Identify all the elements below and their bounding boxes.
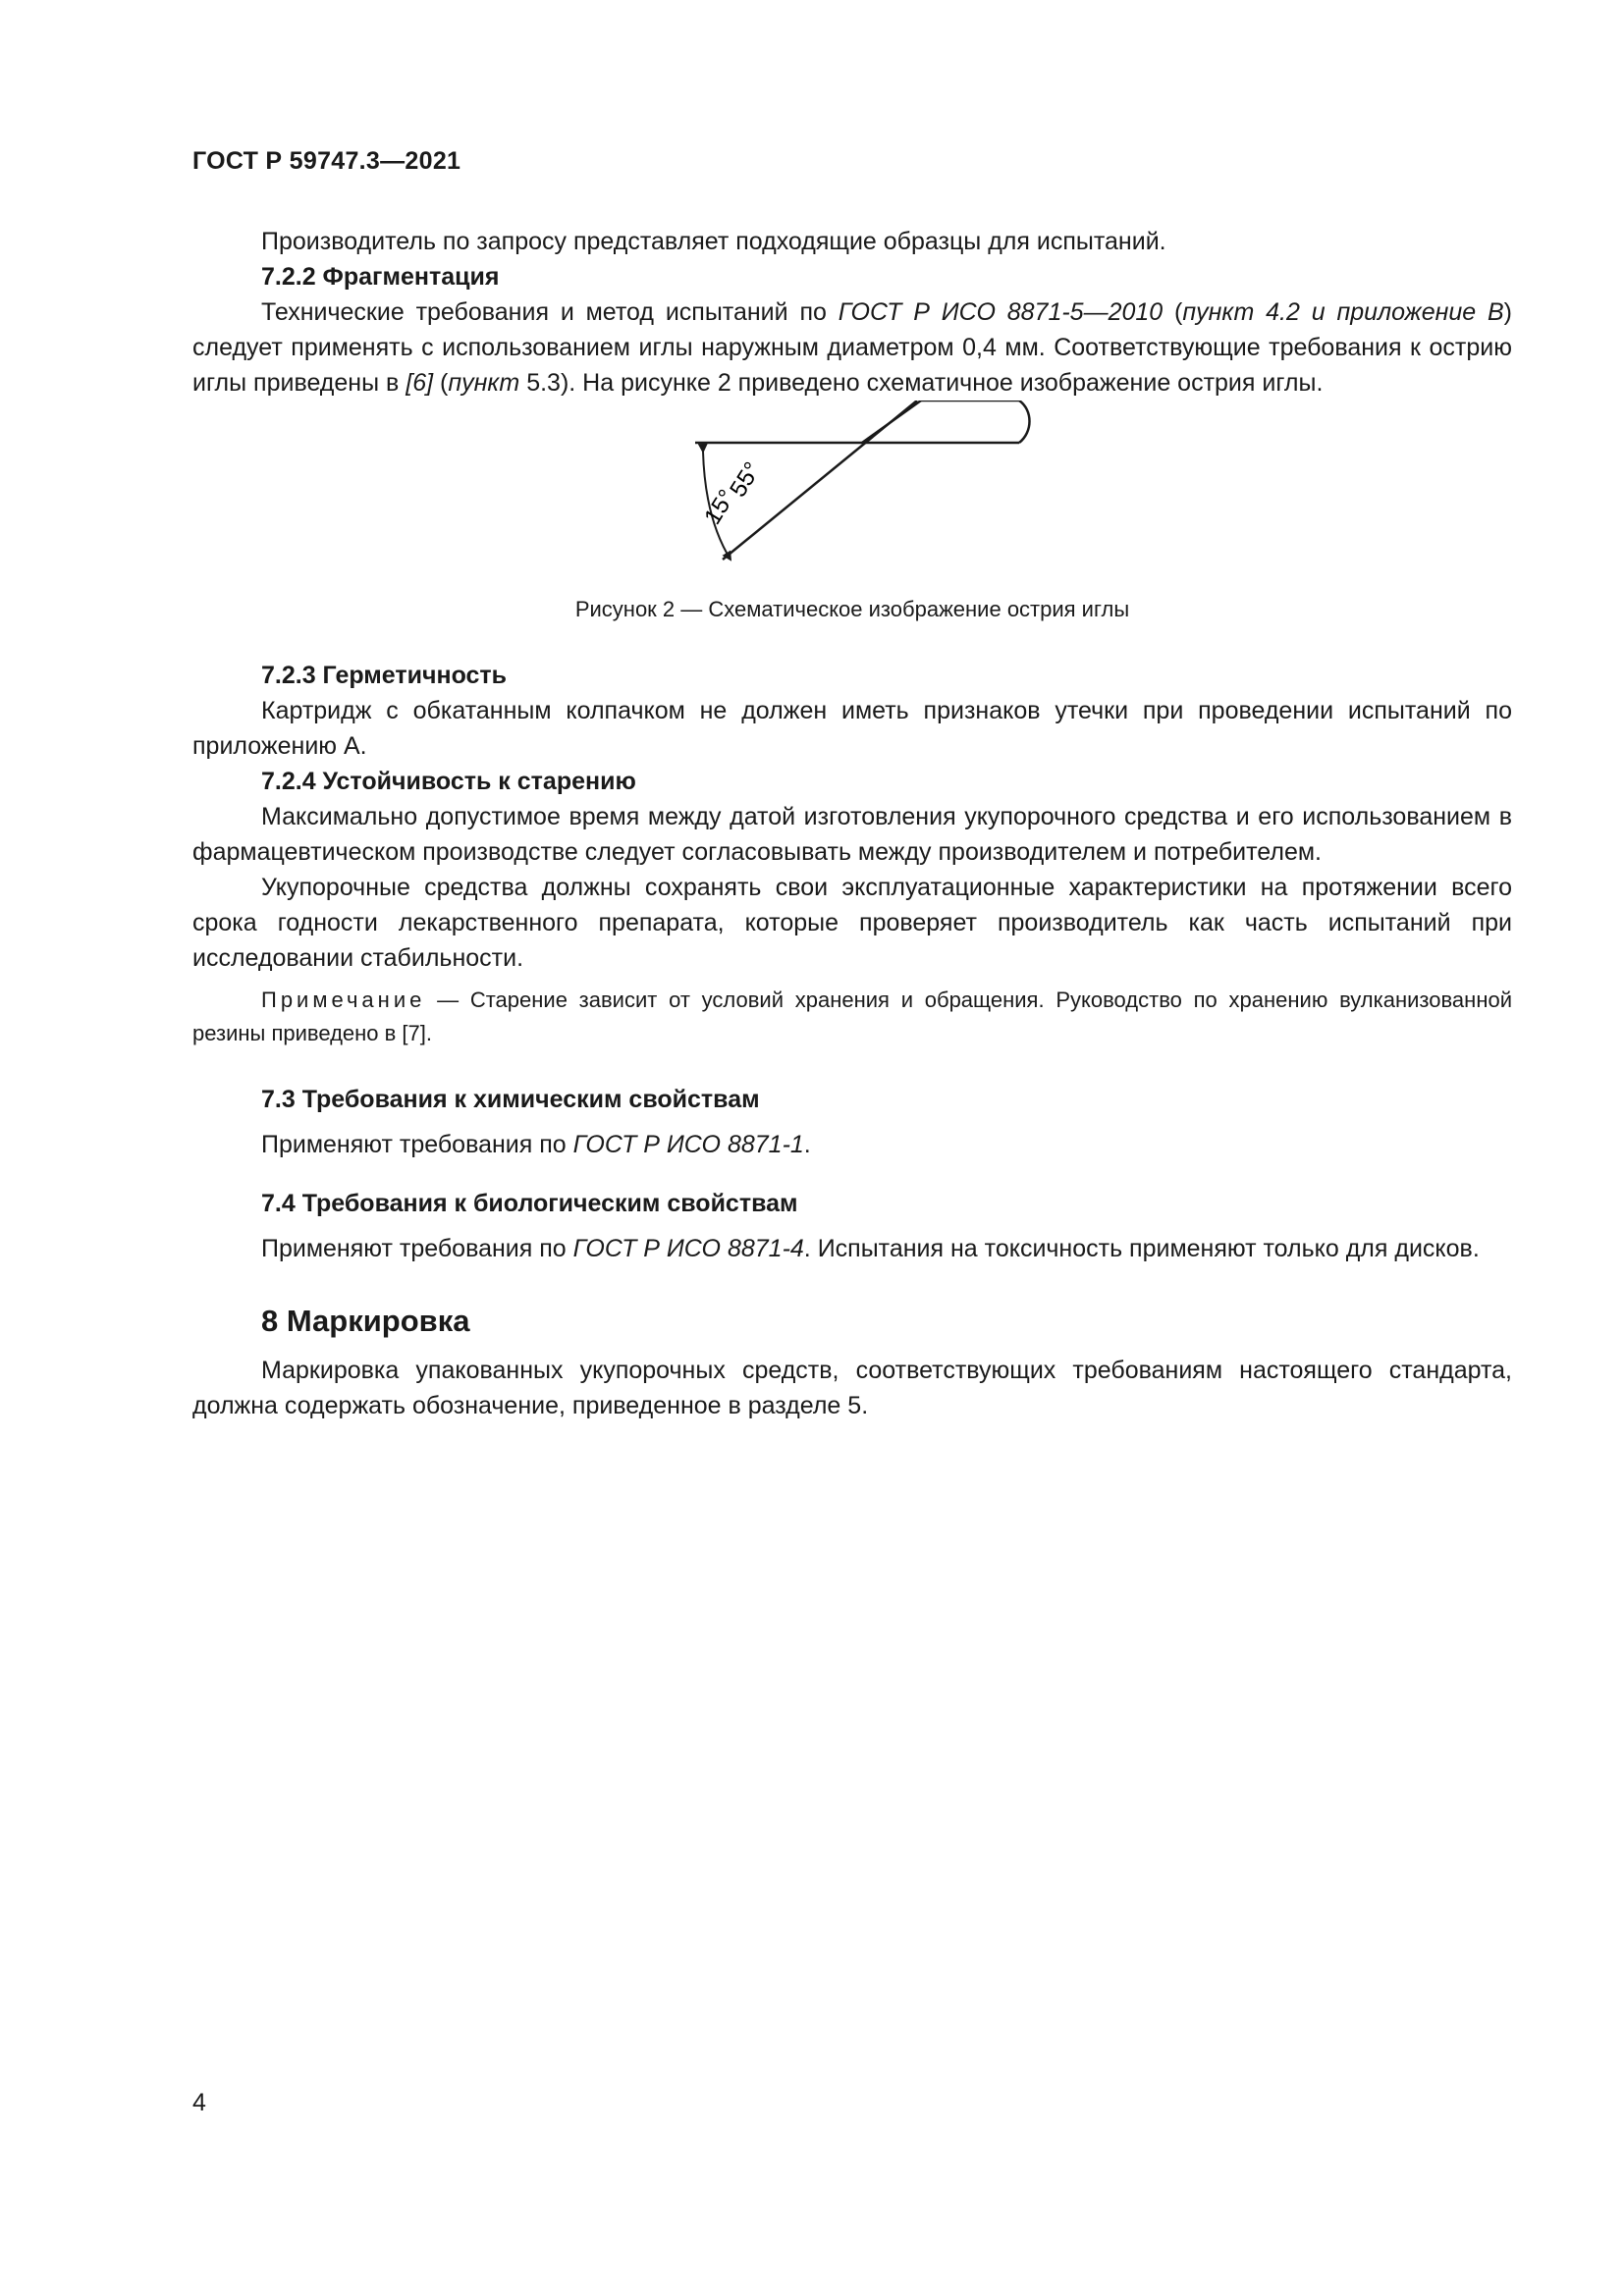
paragraph-tightness: Картридж с обкатанным колпачком не должен иметь признаков утечки при проведении испытаний по приложению А. [192,697,1512,760]
text-run: Применяют требования по [261,1131,573,1158]
document-body [192,224,1512,1423]
note-aging [192,984,1512,1050]
text-run: Технические требования и метод испытаний по [261,298,839,326]
standard-reference: ГОСТ Р ИСО 8871-4 [572,1235,804,1262]
paragraph-aging-1: Максимально допустимое время между датой изготовления укупорочного средства и его использованием в фармацевтическом производстве следует согласовывать между производителем и потребителем. [192,803,1512,866]
text-run: Применяют требования по [261,1235,573,1262]
clause-reference: пункт 4.2 и приложение В [1182,298,1504,326]
page-number: 4 [192,2089,206,2116]
figure-caption: Рисунок 2 — Схематическое изображение острия иглы [574,597,1130,621]
heading-8: 8 Маркировка [261,1304,470,1338]
text-run: ( [1163,298,1183,326]
text-run: ) следует применять с использованием иглы наружным диаметром 0,4 мм. Соответствующие требования к острию иглы приведены в [192,298,1512,397]
bibliography-reference: [6] [406,369,434,397]
heading-7-2-4: 7.2.4 Устойчивость к старению [261,768,636,795]
heading-7-3: 7.3 Требования к химическим свойствам [261,1086,760,1113]
needle-break-curve [1019,400,1030,443]
heading-7-2-3: 7.2.3 Герметичность [261,662,508,689]
angle-label-inner: 15° [699,485,741,530]
angle-label-outer: 55° [725,457,767,503]
note-label: Примечание [261,988,426,1012]
paragraph-fragmentation [192,294,1512,400]
standard-reference: ГОСТ Р ИСО 8871-5—2010 [838,298,1164,326]
paragraph-biological [192,1231,1512,1266]
heading-7-4: 7.4 Требования к биологическим свойствам [261,1190,798,1217]
paragraph-samples: Производитель по запросу представляет подходящие образцы для испытаний. [261,228,1166,255]
document-header: ГОСТ Р 59747.3—2021 [192,147,461,175]
standard-reference: ГОСТ Р ИСО 8871-1 [572,1131,804,1158]
needle-tip-diagram [192,400,1512,595]
text-run: ( [433,369,449,397]
text-run: 5.3). На рисунке 2 приведено схематичное изображение острия иглы. [519,369,1324,397]
paragraph-marking: Маркировка упакованных укупорочных средств, соответствующих требованиям настоящего стандарта, должна содержать обозначение, приведенное в разделе 5. [192,1357,1512,1419]
text-run: . [803,1131,811,1158]
needle-tip-figure [192,400,1512,595]
heading-7-2-2: 7.2.2 Фрагментация [261,263,500,291]
paragraph-aging-2: Укупорочные средства должны сохранять свои эксплуатационные характеристики на протяжении всего срока годности лекарственного препарата, которые проверяет производитель как часть испытаний при исследовании стабильности. [192,874,1512,972]
paragraph-chemical [192,1127,1512,1162]
clause-reference: пункт [448,369,520,397]
note-text: — Старение зависит от условий хранения и обращения. Руководство по хранению вулканизованной резины приведено в [7]. [192,988,1512,1045]
text-run: . Испытания на токсичность применяют только для дисков. [803,1235,1480,1262]
